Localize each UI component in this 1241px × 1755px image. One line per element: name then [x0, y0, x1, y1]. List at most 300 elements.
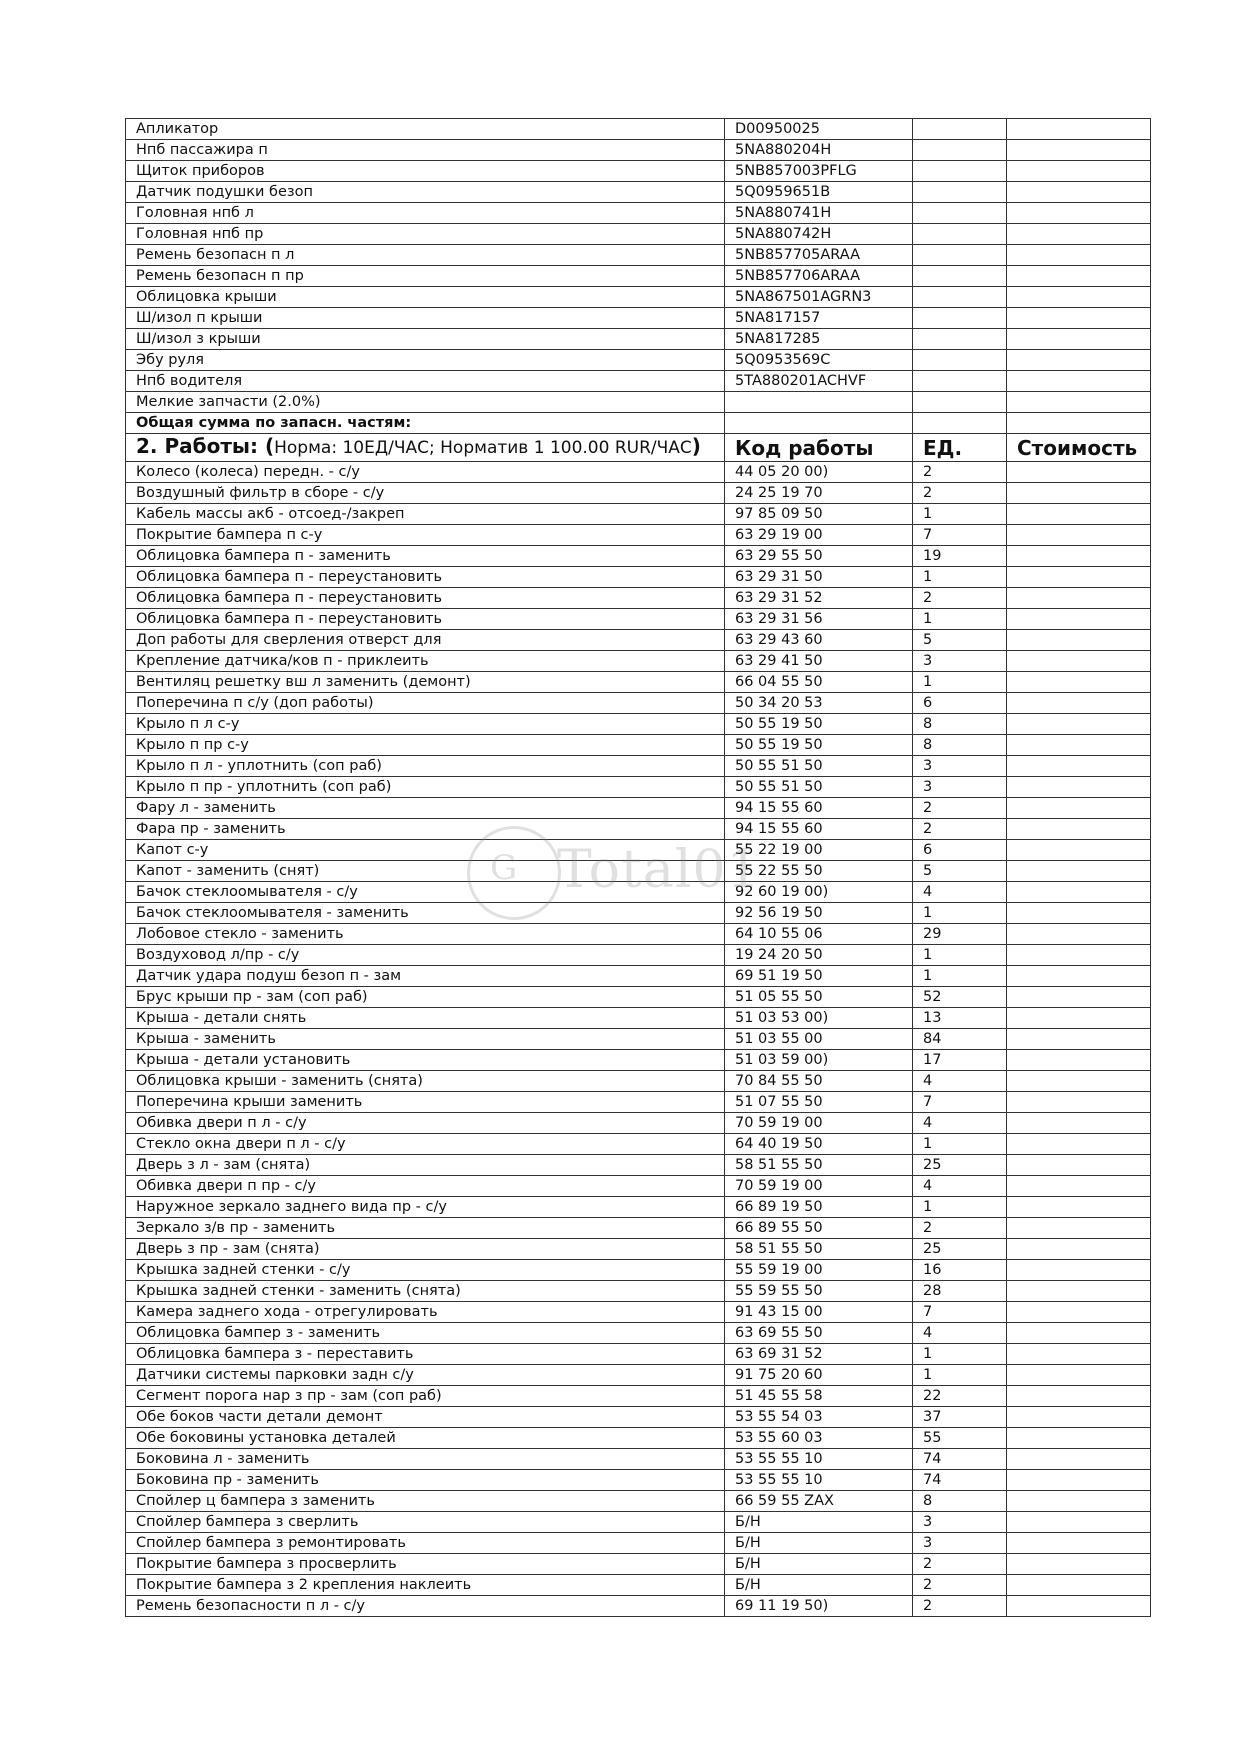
work-code: 66 59 55 ZAX: [725, 1491, 913, 1512]
work-cost: [1007, 1449, 1151, 1470]
work-row: [126, 903, 1151, 924]
work-cost: [1007, 861, 1151, 882]
work-units: 2: [913, 462, 1007, 483]
estimate-table: [125, 118, 1151, 1617]
part-row: [126, 287, 1151, 308]
work-code: 91 43 15 00: [725, 1302, 913, 1323]
work-code: 50 34 20 53: [725, 693, 913, 714]
logo-mark-icon: G: [490, 848, 518, 888]
work-code: 53 55 60 03: [725, 1428, 913, 1449]
work-units: 6: [913, 693, 1007, 714]
work-row: [126, 1344, 1151, 1365]
part-name: Мелкие запчасти (2.0%): [126, 392, 725, 413]
work-code: 51 03 53 00): [725, 1008, 913, 1029]
work-row: [126, 504, 1151, 525]
part-row: [126, 245, 1151, 266]
work-row: [126, 1365, 1151, 1386]
work-units: 4: [913, 882, 1007, 903]
work-name: Покрытие бампера з просверлить: [126, 1554, 725, 1575]
work-name: Облицовка бампера п - переустановить: [126, 567, 725, 588]
work-units: 3: [913, 756, 1007, 777]
work-cost: [1007, 462, 1151, 483]
work-units: 1: [913, 1197, 1007, 1218]
work-row: [126, 1491, 1151, 1512]
work-row: [126, 1533, 1151, 1554]
part-row: [126, 203, 1151, 224]
work-row: [126, 1554, 1151, 1575]
work-cost: [1007, 1134, 1151, 1155]
part-name: Ремень безопасн п л: [126, 245, 725, 266]
work-cost: [1007, 1596, 1151, 1617]
work-name: Капот - заменить (снят): [126, 861, 725, 882]
work-units: 3: [913, 1512, 1007, 1533]
work-code: 55 22 55 50: [725, 861, 913, 882]
part-name: Головная нпб пр: [126, 224, 725, 245]
part-cost: [1007, 203, 1151, 224]
work-name: Крыло п пр - уплотнить (соп раб): [126, 777, 725, 798]
work-units: 52: [913, 987, 1007, 1008]
part-units: [913, 371, 1007, 392]
work-row: [126, 798, 1151, 819]
work-name: Облицовка бампера з - переставить: [126, 1344, 725, 1365]
work-cost: [1007, 483, 1151, 504]
part-code: 5NB857003PFLG: [725, 161, 913, 182]
works-header-units: ЕД.: [913, 434, 1007, 462]
work-code: 51 45 55 58: [725, 1386, 913, 1407]
parts-total-row: [126, 413, 1151, 434]
part-cost: [1007, 140, 1151, 161]
work-units: 74: [913, 1470, 1007, 1491]
work-row: [126, 1596, 1151, 1617]
work-name: Ремень безопасности п л - с/у: [126, 1596, 725, 1617]
work-cost: [1007, 966, 1151, 987]
work-row: [126, 1155, 1151, 1176]
work-code: 63 29 31 56: [725, 609, 913, 630]
work-row: [126, 735, 1151, 756]
work-code: 63 29 55 50: [725, 546, 913, 567]
work-code: 44 05 20 00): [725, 462, 913, 483]
work-code: 50 55 51 50: [725, 777, 913, 798]
works-header-row: [126, 434, 1151, 462]
part-cost: [1007, 182, 1151, 203]
part-code: 5TA880201ACHVF: [725, 371, 913, 392]
work-row: [126, 1113, 1151, 1134]
part-name: Нпб водителя: [126, 371, 725, 392]
work-units: 1: [913, 1344, 1007, 1365]
work-units: 4: [913, 1176, 1007, 1197]
work-cost: [1007, 1344, 1151, 1365]
work-code: 66 89 55 50: [725, 1218, 913, 1239]
part-name: Ш/изол п крыши: [126, 308, 725, 329]
work-code: 51 05 55 50: [725, 987, 913, 1008]
work-units: 1: [913, 1134, 1007, 1155]
work-cost: [1007, 714, 1151, 735]
work-row: [126, 756, 1151, 777]
work-name: Поперечина п с/у (доп работы): [126, 693, 725, 714]
part-name: Ремень безопасн п пр: [126, 266, 725, 287]
part-row: [126, 119, 1151, 140]
work-units: 2: [913, 1218, 1007, 1239]
work-code: Б/Н: [725, 1512, 913, 1533]
work-name: Обивка двери п пр - с/у: [126, 1176, 725, 1197]
work-cost: [1007, 1533, 1151, 1554]
work-code: 63 69 31 52: [725, 1344, 913, 1365]
work-units: 3: [913, 1533, 1007, 1554]
work-units: 4: [913, 1113, 1007, 1134]
work-cost: [1007, 588, 1151, 609]
work-code: 63 29 41 50: [725, 651, 913, 672]
work-cost: [1007, 1302, 1151, 1323]
work-units: 55: [913, 1428, 1007, 1449]
parts-total-label: Общая сумма по запасн. частям:: [126, 413, 725, 434]
work-name: Камера заднего хода - отрегулировать: [126, 1302, 725, 1323]
part-cost: [1007, 371, 1151, 392]
work-name: Брус крыши пр - зам (соп раб): [126, 987, 725, 1008]
work-cost: [1007, 945, 1151, 966]
part-units: [913, 245, 1007, 266]
work-units: 28: [913, 1281, 1007, 1302]
work-cost: [1007, 1491, 1151, 1512]
work-code: 69 51 19 50: [725, 966, 913, 987]
work-code: Б/Н: [725, 1575, 913, 1596]
work-code: Б/Н: [725, 1533, 913, 1554]
work-name: Обе боковины установка деталей: [126, 1428, 725, 1449]
work-cost: [1007, 756, 1151, 777]
part-units: [913, 350, 1007, 371]
work-code: 70 84 55 50: [725, 1071, 913, 1092]
works-header-code: Код работы: [725, 434, 913, 462]
work-cost: [1007, 525, 1151, 546]
work-name: Крыша - детали снять: [126, 1008, 725, 1029]
part-units: [913, 308, 1007, 329]
work-cost: [1007, 819, 1151, 840]
work-cost: [1007, 1407, 1151, 1428]
work-units: 3: [913, 651, 1007, 672]
work-code: 94 15 55 60: [725, 798, 913, 819]
part-cost: [1007, 392, 1151, 413]
work-units: 4: [913, 1071, 1007, 1092]
part-name: Облицовка крыши: [126, 287, 725, 308]
work-name: Кабель массы акб - отсоед-/закреп: [126, 504, 725, 525]
work-code: 63 69 55 50: [725, 1323, 913, 1344]
work-row: [126, 462, 1151, 483]
work-cost: [1007, 630, 1151, 651]
work-units: 4: [913, 1323, 1007, 1344]
estimate-document: [125, 118, 1150, 1617]
work-units: 2: [913, 819, 1007, 840]
part-units: [913, 287, 1007, 308]
work-units: 1: [913, 966, 1007, 987]
work-cost: [1007, 1008, 1151, 1029]
work-row: [126, 1008, 1151, 1029]
work-code: 63 29 19 00: [725, 525, 913, 546]
work-name: Фару л - заменить: [126, 798, 725, 819]
work-code: 64 40 19 50: [725, 1134, 913, 1155]
work-cost: [1007, 1428, 1151, 1449]
part-cost: [1007, 287, 1151, 308]
work-code: Б/Н: [725, 1554, 913, 1575]
work-row: [126, 861, 1151, 882]
work-row: [126, 1386, 1151, 1407]
part-name: Щиток приборов: [126, 161, 725, 182]
work-row: [126, 714, 1151, 735]
part-cost: [1007, 350, 1151, 371]
part-units: [913, 203, 1007, 224]
work-row: [126, 483, 1151, 504]
work-units: 25: [913, 1239, 1007, 1260]
part-row: [126, 392, 1151, 413]
work-code: 53 55 55 10: [725, 1470, 913, 1491]
work-code: 63 29 31 50: [725, 567, 913, 588]
work-units: 7: [913, 525, 1007, 546]
work-units: 1: [913, 945, 1007, 966]
work-cost: [1007, 1260, 1151, 1281]
work-cost: [1007, 1197, 1151, 1218]
work-cost: [1007, 1239, 1151, 1260]
work-units: 13: [913, 1008, 1007, 1029]
work-name: Зеркало з/в пр - заменить: [126, 1218, 725, 1239]
work-row: [126, 672, 1151, 693]
work-cost: [1007, 1029, 1151, 1050]
part-code: 5NA867501AGRN3: [725, 287, 913, 308]
work-row: [126, 819, 1151, 840]
work-name: Боковина л - заменить: [126, 1449, 725, 1470]
part-units: [913, 161, 1007, 182]
work-units: 19: [913, 546, 1007, 567]
work-code: 55 22 19 00: [725, 840, 913, 861]
work-name: Датчики системы парковки задн с/у: [126, 1365, 725, 1386]
part-code: 5NB857705ARAA: [725, 245, 913, 266]
work-units: 2: [913, 798, 1007, 819]
work-row: [126, 1302, 1151, 1323]
work-code: 50 55 19 50: [725, 735, 913, 756]
work-name: Крыло п пр с-у: [126, 735, 725, 756]
works-title-prefix: 2. Работы: (: [136, 434, 275, 458]
work-units: 1: [913, 672, 1007, 693]
work-units: 2: [913, 588, 1007, 609]
work-units: 22: [913, 1386, 1007, 1407]
work-units: 2: [913, 1554, 1007, 1575]
work-units: 2: [913, 483, 1007, 504]
work-cost: [1007, 1050, 1151, 1071]
work-code: 66 04 55 50: [725, 672, 913, 693]
work-cost: [1007, 777, 1151, 798]
work-row: [126, 1260, 1151, 1281]
work-row: [126, 1470, 1151, 1491]
work-row: [126, 924, 1151, 945]
work-name: Бачок стеклоомывателя - с/у: [126, 882, 725, 903]
work-units: 29: [913, 924, 1007, 945]
work-row: [126, 630, 1151, 651]
work-units: 5: [913, 861, 1007, 882]
work-code: 24 25 19 70: [725, 483, 913, 504]
work-name: Спойлер бампера з сверлить: [126, 1512, 725, 1533]
work-cost: [1007, 1155, 1151, 1176]
work-units: 74: [913, 1449, 1007, 1470]
work-name: Датчик удара подуш безоп п - зам: [126, 966, 725, 987]
work-cost: [1007, 546, 1151, 567]
part-row: [126, 371, 1151, 392]
work-name: Крыша - детали установить: [126, 1050, 725, 1071]
work-code: 19 24 20 50: [725, 945, 913, 966]
work-cost: [1007, 882, 1151, 903]
work-units: 8: [913, 714, 1007, 735]
works-title-suffix: ): [691, 434, 701, 458]
parts-total-units: [913, 413, 1007, 434]
work-code: 50 55 51 50: [725, 756, 913, 777]
work-code: 51 03 59 00): [725, 1050, 913, 1071]
work-row: [126, 966, 1151, 987]
work-units: 2: [913, 1575, 1007, 1596]
work-row: [126, 945, 1151, 966]
work-units: 1: [913, 609, 1007, 630]
work-cost: [1007, 693, 1151, 714]
work-units: 1: [913, 903, 1007, 924]
part-cost: [1007, 266, 1151, 287]
work-code: 64 10 55 06: [725, 924, 913, 945]
work-cost: [1007, 1092, 1151, 1113]
work-code: 69 11 19 50): [725, 1596, 913, 1617]
work-cost: [1007, 1386, 1151, 1407]
part-units: [913, 224, 1007, 245]
part-units: [913, 140, 1007, 161]
work-name: Крыло п л с-у: [126, 714, 725, 735]
works-norm: Норма: 10ЕД/ЧАС; Норматив 1 100.00 RUR/ЧАС: [274, 438, 692, 458]
work-name: Обе боков части детали демонт: [126, 1407, 725, 1428]
work-code: 50 55 19 50: [725, 714, 913, 735]
part-units: [913, 266, 1007, 287]
work-cost: [1007, 567, 1151, 588]
work-row: [126, 882, 1151, 903]
work-name: Колесо (колеса) передн. - с/у: [126, 462, 725, 483]
work-row: [126, 651, 1151, 672]
part-name: Нпб пассажира п: [126, 140, 725, 161]
work-code: 63 29 31 52: [725, 588, 913, 609]
part-units: [913, 329, 1007, 350]
work-name: Капот с-у: [126, 840, 725, 861]
work-name: Стекло окна двери п л - с/у: [126, 1134, 725, 1155]
work-code: 53 55 54 03: [725, 1407, 913, 1428]
work-units: 16: [913, 1260, 1007, 1281]
part-cost: [1007, 119, 1151, 140]
work-row: [126, 1197, 1151, 1218]
part-row: [126, 224, 1151, 245]
work-name: Бачок стеклоомывателя - заменить: [126, 903, 725, 924]
work-row: [126, 1050, 1151, 1071]
work-code: 92 56 19 50: [725, 903, 913, 924]
work-name: Дверь з пр - зам (снята): [126, 1239, 725, 1260]
part-code: 5NA880741H: [725, 203, 913, 224]
work-row: [126, 1176, 1151, 1197]
work-units: 3: [913, 777, 1007, 798]
part-name: Датчик подушки безоп: [126, 182, 725, 203]
part-row: [126, 350, 1151, 371]
work-name: Сегмент порога нар з пр - зам (соп раб): [126, 1386, 725, 1407]
work-name: Крышка задней стенки - заменить (снята): [126, 1281, 725, 1302]
work-cost: [1007, 1365, 1151, 1386]
part-code: 5NA880204H: [725, 140, 913, 161]
part-cost: [1007, 224, 1151, 245]
work-units: 1: [913, 504, 1007, 525]
work-name: Боковина пр - заменить: [126, 1470, 725, 1491]
work-cost: [1007, 735, 1151, 756]
work-name: Дверь з л - зам (снята): [126, 1155, 725, 1176]
part-code: 5NB857706ARAA: [725, 266, 913, 287]
work-name: Крепление датчика/ков п - приклеить: [126, 651, 725, 672]
work-code: 91 75 20 60: [725, 1365, 913, 1386]
work-units: 7: [913, 1092, 1007, 1113]
work-row: [126, 1239, 1151, 1260]
work-code: 58 51 55 50: [725, 1155, 913, 1176]
work-row: [126, 1449, 1151, 1470]
work-name: Поперечина крыши заменить: [126, 1092, 725, 1113]
work-cost: [1007, 1218, 1151, 1239]
work-row: [126, 1092, 1151, 1113]
work-name: Спойлер ц бампера з заменить: [126, 1491, 725, 1512]
work-code: 55 59 19 00: [725, 1260, 913, 1281]
work-cost: [1007, 1470, 1151, 1491]
work-row: [126, 1407, 1151, 1428]
part-units: [913, 392, 1007, 413]
work-units: 2: [913, 1596, 1007, 1617]
work-row: [126, 567, 1151, 588]
work-code: 97 85 09 50: [725, 504, 913, 525]
work-name: Воздуховод л/пр - с/у: [126, 945, 725, 966]
parts-total-code: [725, 413, 913, 434]
work-units: 84: [913, 1029, 1007, 1050]
work-cost: [1007, 987, 1151, 1008]
part-name: Головная нпб л: [126, 203, 725, 224]
work-row: [126, 1134, 1151, 1155]
part-code: 5NA880742H: [725, 224, 913, 245]
work-row: [126, 546, 1151, 567]
part-units: [913, 119, 1007, 140]
work-code: 92 60 19 00): [725, 882, 913, 903]
part-row: [126, 140, 1151, 161]
part-code: [725, 392, 913, 413]
work-name: Вентиляц решетку вш л заменить (демонт): [126, 672, 725, 693]
work-row: [126, 1428, 1151, 1449]
part-units: [913, 182, 1007, 203]
work-units: 1: [913, 1365, 1007, 1386]
work-name: Облицовка крыши - заменить (снята): [126, 1071, 725, 1092]
work-cost: [1007, 672, 1151, 693]
work-code: 55 59 55 50: [725, 1281, 913, 1302]
works-header-title: [126, 434, 725, 462]
work-row: [126, 1071, 1151, 1092]
work-row: [126, 840, 1151, 861]
work-units: 8: [913, 1491, 1007, 1512]
work-name: Облицовка бампер з - заменить: [126, 1323, 725, 1344]
work-name: Облицовка бампера п - переустановить: [126, 609, 725, 630]
work-units: 8: [913, 735, 1007, 756]
part-row: [126, 308, 1151, 329]
work-code: 94 15 55 60: [725, 819, 913, 840]
work-cost: [1007, 1575, 1151, 1596]
part-row: [126, 161, 1151, 182]
work-name: Покрытие бампера з 2 крепления наклеить: [126, 1575, 725, 1596]
part-name: Апликатор: [126, 119, 725, 140]
work-cost: [1007, 1113, 1151, 1134]
work-name: Доп работы для сверления отверст для: [126, 630, 725, 651]
work-units: 5: [913, 630, 1007, 651]
part-cost: [1007, 308, 1151, 329]
work-cost: [1007, 798, 1151, 819]
part-cost: [1007, 245, 1151, 266]
part-row: [126, 182, 1151, 203]
work-name: Облицовка бампера п - переустановить: [126, 588, 725, 609]
work-row: [126, 1512, 1151, 1533]
